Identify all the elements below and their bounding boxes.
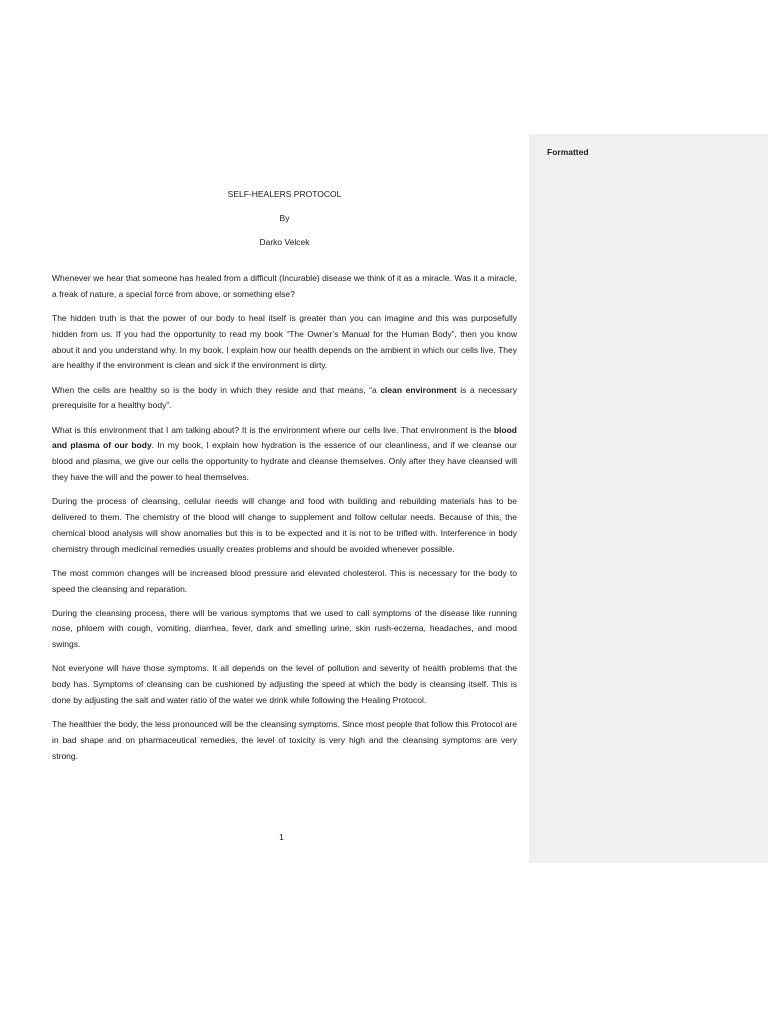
paragraph <box>52 717 517 764</box>
paragraph <box>52 271 517 303</box>
text-segment: During the process of cleansing, cellular needs will change and food with building and rebuilding materials has to be delivered to them. The chemistry of the blood will change to supplement and follow cellular needs. Because of this, the chemical blood analysis will show anomalies but this is to be expected and it is not to be trifled with. Interference in body chemistry through medicinal remedies usually creates problems and should be avoided whenever possible. <box>52 496 517 554</box>
text-segment: The hidden truth is that the power of our body to heal itself is greater than you can imagine and this was purposefully hidden from us. If you had the opportunity to read my book “The Owner’s Manual for the Human Body”, then you know about it and you understand why. In my book, I explain how our health depends on the ambient in which our cells live. They are healthy if the environment is clean and sick if the environment is dirty. <box>52 312 517 371</box>
text-segment: Whenever we hear that someone has healed from a difficult (Incurable) disease we think of it as a miracle. Was it a miracle, a freak of nature, a special force from above, or something else? <box>52 273 517 299</box>
document-title: SELF-HEALERS PROTOCOL <box>227 189 342 199</box>
document-byline: By <box>279 213 290 223</box>
text-segment: When the cells are healthy so is the body in which they reside and that means, “a <box>52 384 381 395</box>
text-segment: What is this environment that I am talking about? It is the environment where our cells live. That environment is the <box>52 424 494 435</box>
document-author: Darko Velcek <box>259 237 310 247</box>
bold-text-segment: clean environment <box>380 384 457 395</box>
page-number: 1 <box>279 832 284 842</box>
paragraph <box>52 661 517 708</box>
paragraph <box>52 494 517 557</box>
paragraph <box>52 566 517 598</box>
text-segment: During the cleansing process, there will be various symptoms that we used to call symptoms of the disease like running nose, phloem with cough, vomiting, diarrhea, fever, dark and smelling urine, skin rush-eczema, headaches, and mood swings. <box>52 607 517 650</box>
text-segment: . In my book, I explain how hydration is the essence of our cleanliness, and if we cleanse our blood and plasma, we give our cells the opportunity to hydrate and cleanse themselves. Only after they have cleansed will they have the will and the power to heal themselves. <box>52 440 517 482</box>
document-body <box>52 271 517 773</box>
bold-text-segment: blood and plasma of our body <box>52 424 517 451</box>
comment-pane <box>529 134 768 863</box>
text-segment: Not everyone will have those symptoms. It all depends on the level of pollution and severity of health problems that the body has. Symptoms of cleansing can be cushioned by adjusting the speed at which the body is cleansing itself. This is done by adjusting the salt and water ratio of the water we drink while following the Healing Protocol. <box>52 663 517 706</box>
text-segment: The most common changes will be increased blood pressure and elevated cholesterol. This is necessary for the body to speed the cleansing and reparation. <box>52 567 517 594</box>
paragraph <box>52 423 517 486</box>
paragraph <box>52 311 517 374</box>
paragraph <box>52 606 517 653</box>
comment-label: Formatted <box>547 147 589 157</box>
paragraph <box>52 383 517 415</box>
text-segment: is a necessary prerequisite for a healthy body”. <box>52 384 517 411</box>
text-segment: The healthier the body, the less pronounced will be the cleansing symptoms. Since most people that follow this Protocol are in bad shape and on pharmaceutical remedies, the level of toxicity is very high and the cleansing symptoms are very strong. <box>52 719 517 761</box>
